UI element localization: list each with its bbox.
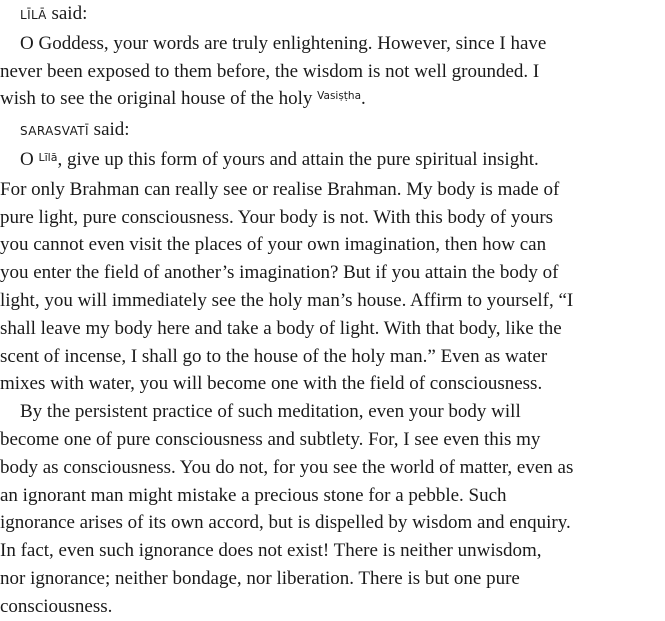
text-fragment: wish to see the original house of the holy: [0, 88, 318, 110]
speaker-heading: [0, 116, 665, 146]
name-small: Līlā: [38, 150, 58, 164]
text-line: never been exposed to them before, the wisdom is not well grounded. I: [0, 60, 540, 82]
text-fragment: O: [20, 148, 39, 170]
text-line: you cannot even visit the places of your own imagination, then how can: [0, 234, 547, 256]
text-line: scent of incense, I shall go to the house of the holy man.” Even as water: [0, 345, 548, 367]
text-line: an ignorant man might mistake a precious stone for a pebble. Such: [0, 484, 507, 506]
name-small: Vasiṣṭha: [317, 90, 362, 103]
speaker-name: SARASVATĪ: [20, 124, 89, 139]
text-line: In fact, even such ignorance does not exist! There is neither unwisdom,: [0, 540, 542, 562]
text-line: nor ignorance; neither bondage, nor liberation. There is but one pure: [0, 567, 520, 589]
text-line: light, you will immediately see the holy man’s house. Affirm to yourself, “I: [0, 289, 574, 311]
dialogue-block-sarasvati: [0, 116, 665, 620]
speaker-said: said:: [51, 3, 88, 24]
paragraph: [0, 146, 665, 398]
speaker-said: said:: [93, 119, 130, 141]
paragraph: [0, 398, 665, 620]
text-line: [0, 85, 665, 116]
text-line: body as consciousness. You do not, for you see the world of matter, even as: [0, 456, 574, 478]
text-line: ignorance arises of its own accord, but is dispelled by wisdom and enquiry.: [0, 512, 571, 534]
text-line: you enter the field of another’s imagination? But if you attain the body of: [0, 262, 559, 284]
paragraph: [0, 30, 665, 116]
speaker-name: LĪLĀ: [20, 8, 47, 22]
text-line: pure light, pure consciousness. Your body is not. With this body of yours: [0, 206, 554, 228]
text-line: shall leave my body here and take a body of light. With that body, like the: [0, 317, 562, 339]
text-line: For only Brahman can really see or realise Brahman. My body is made of: [0, 178, 560, 200]
text-fragment: , give up this form of yours and attain the pure spiritual insight.: [57, 148, 539, 170]
text-line: become one of pure consciousness and subtlety. For, I see even this my: [0, 428, 541, 450]
text-line: [0, 146, 665, 176]
text-line: By the persistent practice of such meditation, even your body will: [20, 401, 521, 423]
text-line: O Goddess, your words are truly enlightening. However, since I have: [20, 32, 547, 54]
dialogue-block-lila: [0, 0, 665, 116]
text-line: mixes with water, you will become one with the field of consciousness.: [0, 373, 543, 395]
speaker-heading: [0, 0, 665, 30]
text-line: consciousness.: [0, 595, 113, 617]
text-fragment: .: [361, 88, 366, 110]
